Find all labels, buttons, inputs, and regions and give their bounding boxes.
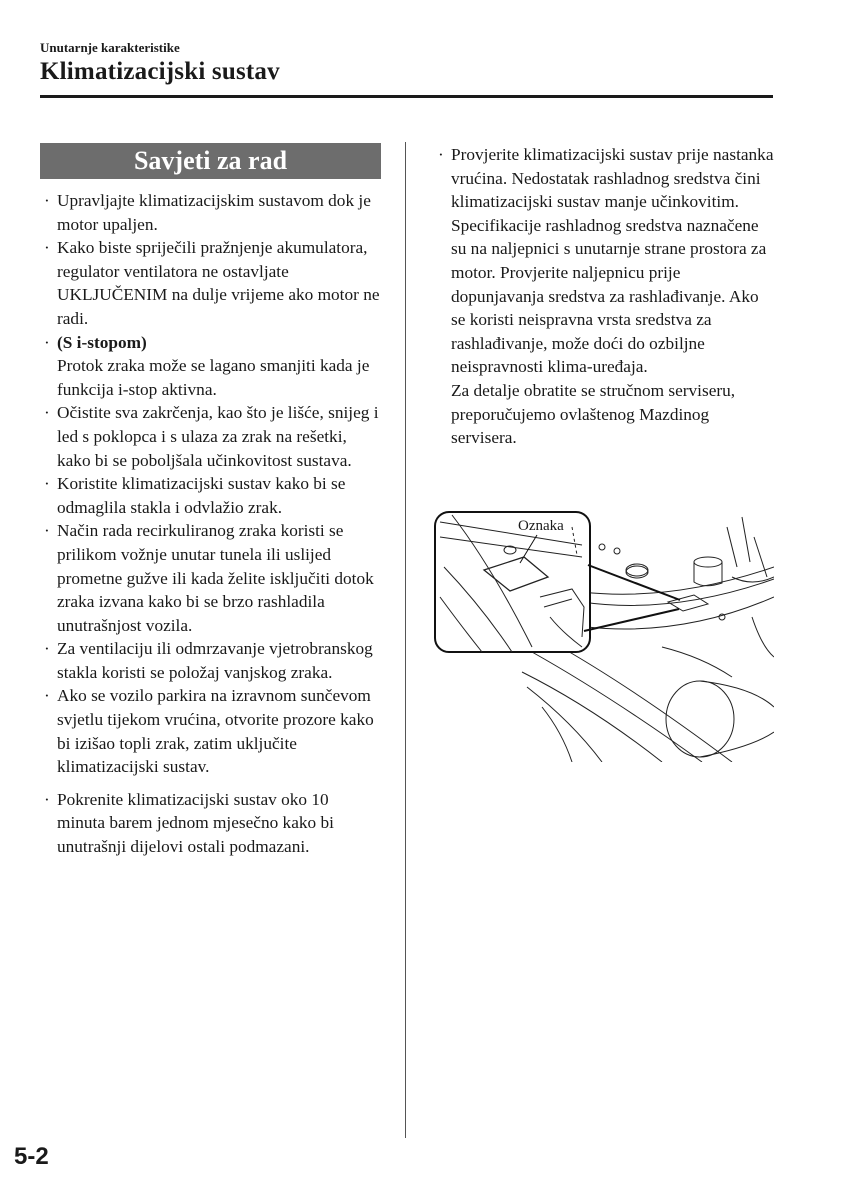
bullet: · (44, 403, 50, 423)
column-divider (405, 142, 406, 1138)
item-label: (S i-stopom) (57, 332, 147, 352)
item-text: Način rada recirkuliranog zraka koristi se prilikom vožnje unutar tunela ili uslijed prometne gužve ili kada želite isključiti dotok zraka izvana kako bi se brzo rashladila unutrašnjost vozila. (57, 521, 374, 635)
item-text: Kako biste spriječili pražnjenje akumulatora, regulator ventilatora ne ostavljate UKLJUČENIM na dulje vrijeme ako motor ne radi. (57, 238, 380, 328)
bullet: · (44, 332, 50, 352)
chapter-title: Klimatizacijski sustav (40, 58, 280, 85)
list-item (40, 189, 380, 236)
list-item (40, 684, 380, 778)
bullet: · (44, 639, 50, 659)
paragraph: Za detalje obratite se stručnom serviseru, preporučujemo ovlaštenog Mazdinog servisera. (451, 380, 736, 448)
item-text: Koristite klimatizacijski sustav kako bi se odmaglila stakla i odvlažio zrak. (57, 474, 346, 517)
bullet: · (44, 191, 50, 210)
bullet: · (44, 686, 50, 706)
list-item (40, 637, 380, 684)
list-item (40, 519, 380, 637)
bullet: · (44, 238, 50, 258)
item-text: Protok zraka može se lagano smanjiti kada je funkcija i-stop aktivna. (57, 356, 370, 399)
list-item (40, 331, 380, 402)
list-item (40, 236, 380, 330)
item-text: Ako se vozilo parkira na izravnom sunčevom svjetlu tijekom vrućina, otvorite prozore kako bi izišao topli zrak, zatim uključite klimatizacijski sustav. (57, 686, 374, 777)
item-text: Pokrenite klimatizacijski sustav oko 10 minuta barem jednom mjesečno kako bi unutrašnji dijelovi ostali podmazani. (57, 789, 334, 857)
section-label: Unutarnje karakteristike (40, 40, 180, 55)
bullet: · (44, 521, 50, 541)
bullet: · (44, 789, 50, 809)
item-text: Očistite sva zakrčenja, kao što je lišće, snijeg i led s poklopca i s ulaza za zrak na rešetki, kako bi se poboljšala učinkovitost sustava. (57, 403, 379, 470)
title-rule (40, 95, 773, 98)
paragraph: Specifikacije rashladnog sredstva naznačene su na naljepnici s unutarnje strane prostora za motor. Provjerite naljepnicu prije dopunjavanja sredstva za rashlađivanje. Ako se koristi neispravna vrsta sredstva za rashlađivanje, može doći do ozbiljne neispravnosti klima-uređaja. (451, 215, 767, 377)
right-column (434, 143, 774, 450)
list-item (40, 472, 380, 519)
figure-callout-label: Oznaka (518, 518, 564, 534)
item-text: Za ventilaciju ili odmrzavanje vjetrobranskog stakla koristi se položaj vanjskog zraka. (57, 639, 373, 682)
bullet: · (438, 145, 444, 164)
page-number: 5-2 (14, 1143, 49, 1170)
section-heading: Savjeti za rad (40, 143, 381, 179)
list-item (40, 788, 380, 859)
item-text: Provjerite klimatizacijski sustav prije nastanka vrućina. Nedostatak rashladnog sredstva čini klimatizacijski sustav manje učinkovitim. (451, 145, 774, 212)
list-item (434, 143, 774, 214)
bullet: · (44, 474, 50, 494)
engine-bay-illustration (432, 507, 774, 762)
left-column (40, 189, 380, 859)
list-item (40, 401, 380, 472)
item-text: Upravljajte klimatizacijskim sustavom dok je motor upaljen. (57, 191, 371, 234)
